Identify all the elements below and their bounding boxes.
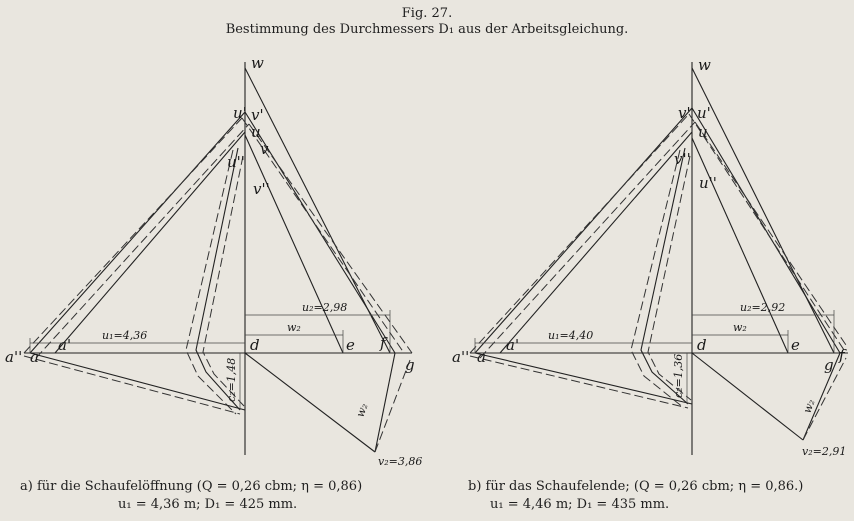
panel-b-w2-label: w₂: [733, 321, 747, 334]
panel-a-u1-label: u₁=4,36: [102, 329, 148, 342]
panel-a-line-v2-f: [375, 353, 395, 452]
panel-b-label-w: w: [698, 56, 711, 74]
panel-a-label-a1: a': [58, 336, 72, 354]
panel-b-label-u: u: [698, 123, 708, 141]
panel-b-u2-label: u₂=2,92: [740, 301, 786, 314]
panel-a-u2-label: u₂=2,98: [302, 301, 348, 314]
panel-a-label-d: d: [250, 336, 260, 354]
panel-a-v2-label: v₂=3,86: [378, 455, 423, 468]
panel-b-line-v2-f: [800, 353, 840, 440]
panel-a-label-a2: a'': [5, 348, 23, 366]
figure-title: Bestimmung des Durchmessers D₁ aus der Arbeitsgleichung.: [225, 22, 629, 37]
panel-a-w2-diag-label: w₂: [353, 401, 371, 420]
panel-b-label-f: f: [839, 346, 845, 364]
panel-b-label-a1: a': [506, 336, 520, 354]
panel-b-line-w-g: [692, 108, 840, 353]
panel-b-caption-line2: u₁ = 4,46 m; D₁ = 435 mm.: [490, 497, 670, 512]
panel-b-line-a1-w: [500, 132, 692, 353]
panel-b-line-a-w: [475, 108, 692, 353]
panel-b-line-dash-bottom: [470, 353, 688, 408]
panel-b-dash-4: [695, 122, 848, 348]
panel-a-dash-4: [249, 124, 412, 353]
panel-b-c2-label: c₂=1,36: [672, 353, 685, 398]
panel-b-label-e: e: [791, 336, 800, 354]
panel-a-label-e: e: [346, 336, 355, 354]
panel-a-line-a-bottom: [30, 353, 245, 410]
panel-b-dash-1: [470, 114, 689, 353]
panel-b-line-d-v2: [692, 353, 803, 440]
panel-b-v2-label: v₂=2,91: [802, 445, 847, 458]
panel-a-label-u1: u': [233, 104, 247, 122]
panel-a-label-u: u: [251, 123, 261, 141]
panel-a-line-a1-w: [55, 132, 245, 353]
panel-a-c2-label: c₂=1,48: [225, 357, 238, 402]
panel-a-caption-line2: u₁ = 4,36 m; D₁ = 425 mm.: [118, 497, 298, 512]
panel-b-label-u2: u'': [699, 174, 717, 192]
panel-b-caption: [468, 478, 803, 514]
panel-a-dash-3: [36, 124, 249, 358]
panel-b-label-v1: v': [678, 104, 691, 122]
panel-b-dash-3: [480, 122, 695, 358]
panel-a-caption-line1: a) für die Schaufelöffnung (Q = 0,26 cbm; η = 0,86): [20, 479, 363, 494]
panel-a-dash-1: [24, 118, 242, 353]
figure-number: Fig. 27.: [401, 6, 453, 21]
panel-b-u1-label: u₁=4,40: [548, 329, 594, 342]
panel-a-caption: [20, 478, 362, 514]
panel-a-label-f: f: [380, 334, 386, 352]
panel-b-label-v2: v'': [674, 150, 691, 168]
panel-b-diagram: [452, 56, 848, 458]
panel-a-label-w: w: [251, 54, 264, 72]
panel-a-line-a-w: [30, 112, 245, 353]
panel-a-diagram: [5, 54, 422, 468]
panel-b-label-g: g: [824, 356, 834, 374]
panel-b-label-a: a: [477, 348, 486, 366]
panel-a-label-u2: u'': [227, 153, 245, 171]
panel-b-w2-diag-label: w₂: [800, 397, 818, 416]
panel-a-label-v2: v'': [253, 180, 270, 198]
panel-a-label-v1: v': [251, 106, 264, 124]
panel-a-line-d-v2: [245, 353, 375, 452]
panel-a-label-v: v: [260, 140, 269, 158]
panel-b-label-a2: a'': [452, 348, 470, 366]
panel-a-label-a: a: [30, 348, 39, 366]
panel-a-w2-label: w₂: [287, 321, 301, 334]
panel-b-label-d: d: [697, 336, 707, 354]
panel-b-caption-line1: b) für das Schaufelende; (Q = 0,26 cbm; η = 0,86.): [468, 479, 804, 494]
panel-a-label-g: g: [405, 356, 415, 374]
panel-b-label-u1: u': [697, 104, 711, 122]
